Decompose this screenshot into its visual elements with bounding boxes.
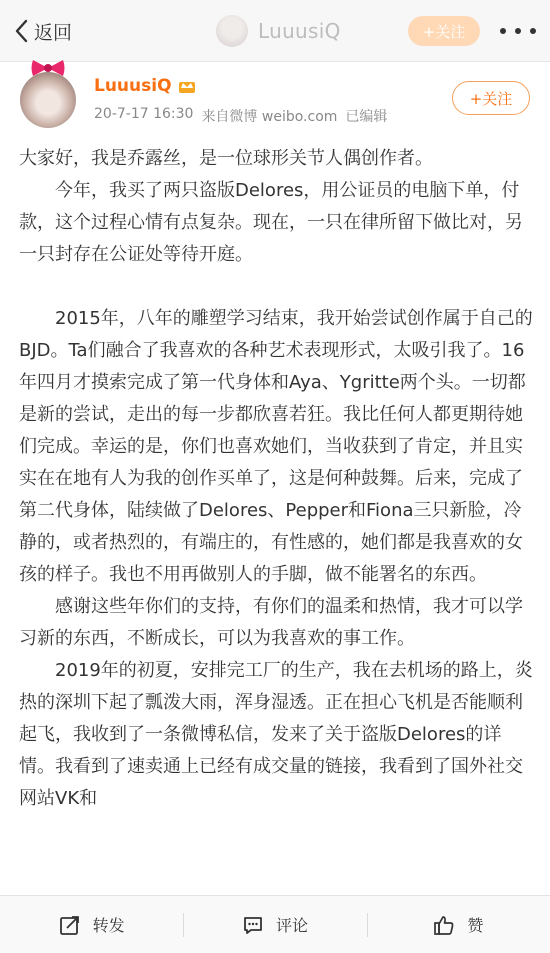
bow-icon [30,58,66,78]
repost-label: 转发 [92,916,125,935]
dot [500,28,506,34]
paragraph: 感谢这些年你们的支持，有你们的温柔和热情，我才可以学习新的东西，不断成长，可以为我喜欢的事工作。 [19,596,523,649]
like-button[interactable] [367,896,550,953]
post-timestamp: 20-7-17 16:30 [94,106,194,122]
comment-button[interactable] [183,896,366,953]
nav-user[interactable] [216,14,341,48]
paragraph: 大家好，我是乔露丝，是一位球形关节人偶创作者。 [19,148,433,169]
more-dots-icon[interactable] [500,18,536,44]
author-name-text: LuuusiQ [94,76,172,96]
repost-button[interactable] [0,896,183,953]
nav-follow-button[interactable]: +关注 [408,16,480,46]
content-fade [0,870,550,895]
nav-avatar [216,15,248,47]
follow-button[interactable]: +关注 [452,81,530,115]
author-name[interactable] [94,76,196,96]
nav-title: LuuusiQ [258,19,341,43]
post-body [19,143,535,815]
paragraph: 2019年的初夏，安排完工厂的生产，我在去机场的路上，炎热的深圳下起了瓢泼大雨，浑身湿透。正在担心飞机是否能顺利起飞，我收到了一条微博私信，发来了关于盗版Delores的详情。我看到了速卖通上已经有成交量的链接，我看到了国外社交网站VK和 [19,660,533,809]
post-meta [94,106,387,126]
back-button[interactable] [14,14,72,48]
paragraph: 2015年，八年的雕塑学习结束，我开始尝试创作属于自己的BJD。Ta们融合了我喜欢的各种艺术表现形式，太吸引我了。16年四月才摸索完成了第一代身体和Aya、Ygritte两个头。一切都是新的尝试，走出的每一步都欣喜若狂。我比任何人都更期待她们完成。幸运的是，你们也喜欢她们，当收获到了肯定，并且实实在在地有人为我的创作买单了，这是何种鼓舞。后来，完成了第二代身体，陆续做了Delores、Pepper和Fiona三只新脸，冷静的，或者热烈的，有端庄的，有性感的，她们都是我喜欢的女孩的样子。我也不用再做别人的手脚，做不能署名的东西。 [19,308,533,585]
dot [515,28,521,34]
like-label: 赞 [467,916,484,935]
dot [530,28,536,34]
action-bar [0,895,550,953]
back-label: 返回 [34,21,73,44]
chevron-left-icon [14,19,28,43]
repost-icon [59,914,81,936]
post-source: 来自微博 weibo.com [201,109,338,125]
like-icon [433,914,455,936]
top-nav-bar [0,0,550,62]
avatar[interactable] [20,72,76,128]
post-edited: 已编辑 [345,109,388,125]
avatar-image [20,72,76,128]
paragraph: 今年，我买了两只盗版Delores，用公证员的电脑下单，付款，这个过程心情有点复杂。现在，一只在律所留下做比对，另一只封存在公证处等待开庭。 [19,180,523,265]
paragraph-gap [19,271,535,303]
vip-crown-icon [178,78,196,94]
comment-icon [242,914,264,936]
comment-label: 评论 [275,916,308,935]
